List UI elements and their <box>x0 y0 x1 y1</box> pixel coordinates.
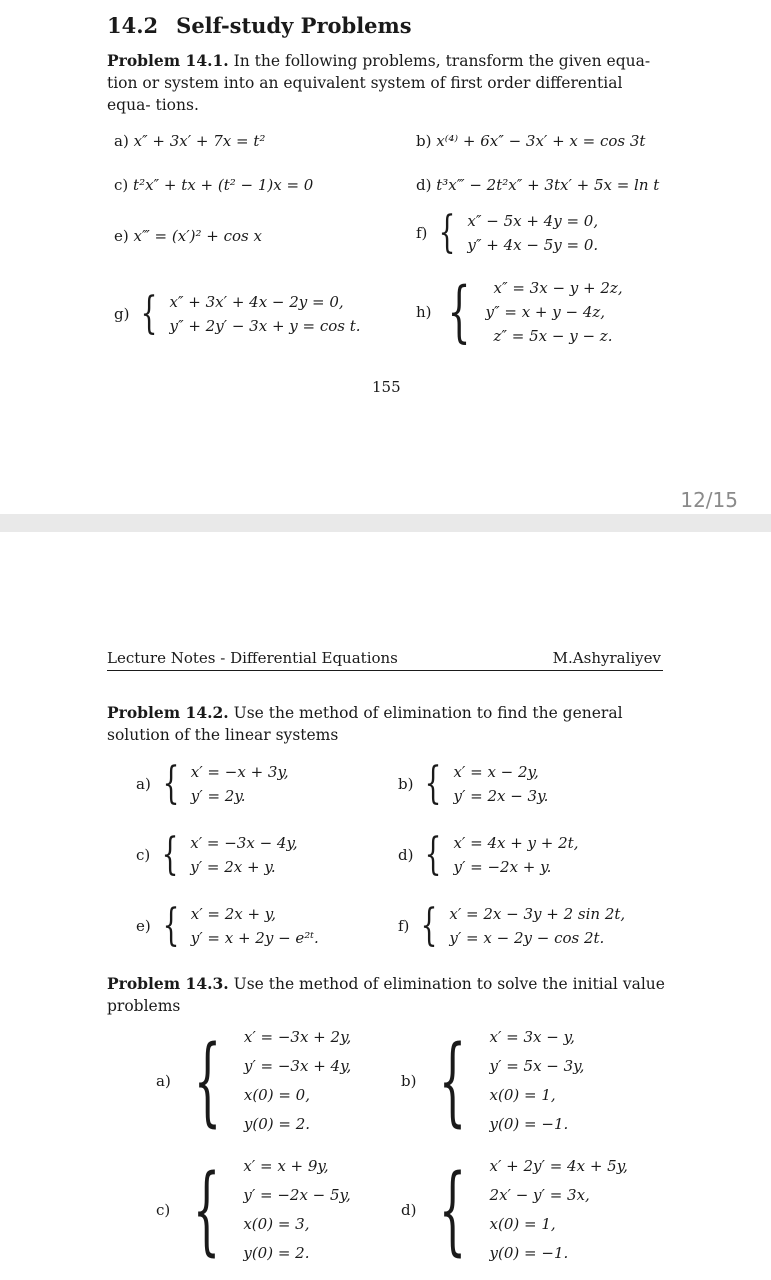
item-label: a) <box>136 774 151 793</box>
equation: x″ − 5x + 4y = 0, <box>467 211 599 230</box>
p141-item-b <box>416 132 645 150</box>
item-label: d) <box>416 176 432 194</box>
p142-item-e <box>136 900 319 951</box>
section-heading <box>107 13 412 38</box>
problem-14-1-text: In the following problems, transform the given equa- tion or system into an equivalent system of first order differential equa- tions. <box>107 52 651 114</box>
equation: x′ = −3x − 4y, <box>190 833 298 852</box>
equation: x(0) = 1, <box>489 1086 556 1104</box>
left-brace: { <box>439 1025 467 1137</box>
p141-item-a <box>114 132 265 150</box>
equation: t²x″ + tx + (t² − 1)x = 0 <box>133 176 314 194</box>
equation: y′ = 2x − 3y. <box>453 786 549 805</box>
problem-14-1-label: Problem 14.1. <box>107 51 229 70</box>
item-label: h) <box>416 302 432 321</box>
p143-item-a <box>156 1023 351 1139</box>
item-label: g) <box>114 304 130 323</box>
p143-item-d <box>401 1152 628 1268</box>
equation: y′ = x − 2y − cos 2t. <box>449 928 605 947</box>
equation: x(0) = 0, <box>243 1086 310 1104</box>
section-title: Self-study Problems <box>176 13 412 38</box>
item-label: d) <box>398 845 414 864</box>
equation: y(0) = −1. <box>489 1115 569 1133</box>
problem-14-2-text: Use the method of elimination to find the general solution of the linear systems <box>107 704 623 744</box>
p142-item-d <box>398 829 578 880</box>
equation: x″ = 3x − y + 2z, <box>493 278 623 297</box>
left-brace: { <box>439 1154 467 1266</box>
item-label: b) <box>401 1072 417 1090</box>
p142-item-f <box>398 900 625 951</box>
equation: y′ = 5x − 3y, <box>489 1057 585 1075</box>
equation: x′ = 2x − 3y + 2 sin 2t, <box>449 904 626 923</box>
item-label: e) <box>114 227 129 245</box>
equation: x″ + 3x′ + 4x − 2y = 0, <box>169 292 344 311</box>
equation: x′ + 2y′ = 4x + 5y, <box>489 1157 628 1175</box>
page-counter: 12/15 <box>680 488 738 512</box>
item-label: a) <box>156 1072 171 1090</box>
p143-item-c <box>156 1152 351 1268</box>
left-brace: { <box>162 900 180 951</box>
item-label: f) <box>398 916 410 935</box>
left-brace: { <box>446 273 471 350</box>
item-label: f) <box>416 223 428 242</box>
p141-item-d <box>416 176 659 194</box>
running-header-left: Lecture Notes - Differential Equations <box>107 649 398 667</box>
equation: y′ = −3x + 4y, <box>243 1057 352 1075</box>
equation: y″ + 2y′ − 3x + y = cos t. <box>169 316 361 335</box>
problem-14-1-statement <box>107 50 667 116</box>
left-brace: { <box>425 829 442 880</box>
p143-item-b <box>401 1023 584 1139</box>
equation: y(0) = 2. <box>243 1115 311 1133</box>
p141-item-c <box>114 176 313 194</box>
header-rule <box>107 670 663 671</box>
equation: y′ = −2x − 5y, <box>243 1186 351 1204</box>
item-label: c) <box>136 845 151 864</box>
item-label: d) <box>401 1201 417 1219</box>
left-brace: { <box>425 758 442 809</box>
p141-item-h <box>416 273 623 350</box>
equation: y″ + 4x − 5y = 0. <box>467 235 599 254</box>
equation: x⁽⁴⁾ + 6x″ − 3x′ + x = cos 3t <box>436 132 646 150</box>
problem-14-2-statement <box>107 702 667 746</box>
section-number: 14.2 <box>107 13 159 38</box>
equation: y(0) = 2. <box>243 1244 310 1262</box>
problem-14-3-label: Problem 14.3. <box>107 974 229 993</box>
equation: x′ = x + 9y, <box>243 1157 329 1175</box>
left-brace: { <box>193 1025 222 1137</box>
p141-item-e <box>114 227 262 245</box>
left-brace: { <box>193 1154 221 1266</box>
problem-14-2-label: Problem 14.2. <box>107 703 229 722</box>
p142-item-c <box>136 829 298 880</box>
problem-14-3-text: Use the method of elimination to solve the initial value problems <box>107 975 665 1015</box>
equation: x′ = 3x − y, <box>489 1028 575 1046</box>
equation: z″ = 5x − y − z. <box>493 326 613 345</box>
item-label: b) <box>416 132 432 150</box>
item-label: c) <box>156 1201 171 1219</box>
item-label: b) <box>398 774 414 793</box>
equation: y″ = x + y − 4z, <box>485 302 606 321</box>
p141-item-g <box>114 288 361 339</box>
item-label: c) <box>114 176 129 194</box>
equation: 2x′ − y′ = 3x, <box>489 1186 590 1204</box>
left-brace: { <box>161 829 179 880</box>
left-brace: { <box>421 900 438 951</box>
page-number: 155 <box>372 378 401 396</box>
equation: y(0) = −1. <box>489 1244 569 1262</box>
equation: x″ + 3x′ + 7x = t² <box>133 132 266 150</box>
equation: x(0) = 3, <box>243 1215 310 1233</box>
problem-14-3-statement <box>107 973 667 1017</box>
equation: x‴ = (x′)² + cos x <box>133 227 262 245</box>
equation: x′ = 4x + y + 2t, <box>453 833 579 852</box>
equation: x′ = 2x + y, <box>190 904 277 923</box>
equation: y′ = 2x + y. <box>190 857 276 876</box>
left-brace: { <box>439 207 456 258</box>
equation: x′ = x − 2y, <box>453 762 539 781</box>
p142-item-a <box>136 758 289 809</box>
equation: x′ = −3x + 2y, <box>243 1028 352 1046</box>
running-header-right: M.Ashyraliyev <box>552 649 661 667</box>
equation: x′ = −x + 3y, <box>190 762 289 781</box>
p141-item-f <box>416 207 598 258</box>
item-label: a) <box>114 132 129 150</box>
equation: y′ = −2x + y. <box>453 857 552 876</box>
item-label: e) <box>136 916 151 935</box>
equation: t³x‴ − 2t²x″ + 3tx′ + 5x = ln t <box>436 176 660 194</box>
equation: x(0) = 1, <box>489 1215 556 1233</box>
left-brace: { <box>141 288 158 339</box>
equation: y′ = x + 2y − e²ᵗ. <box>190 928 319 947</box>
page-separator <box>0 514 771 532</box>
left-brace: { <box>162 758 180 809</box>
equation: y′ = 2y. <box>190 786 246 805</box>
p142-item-b <box>398 758 548 809</box>
